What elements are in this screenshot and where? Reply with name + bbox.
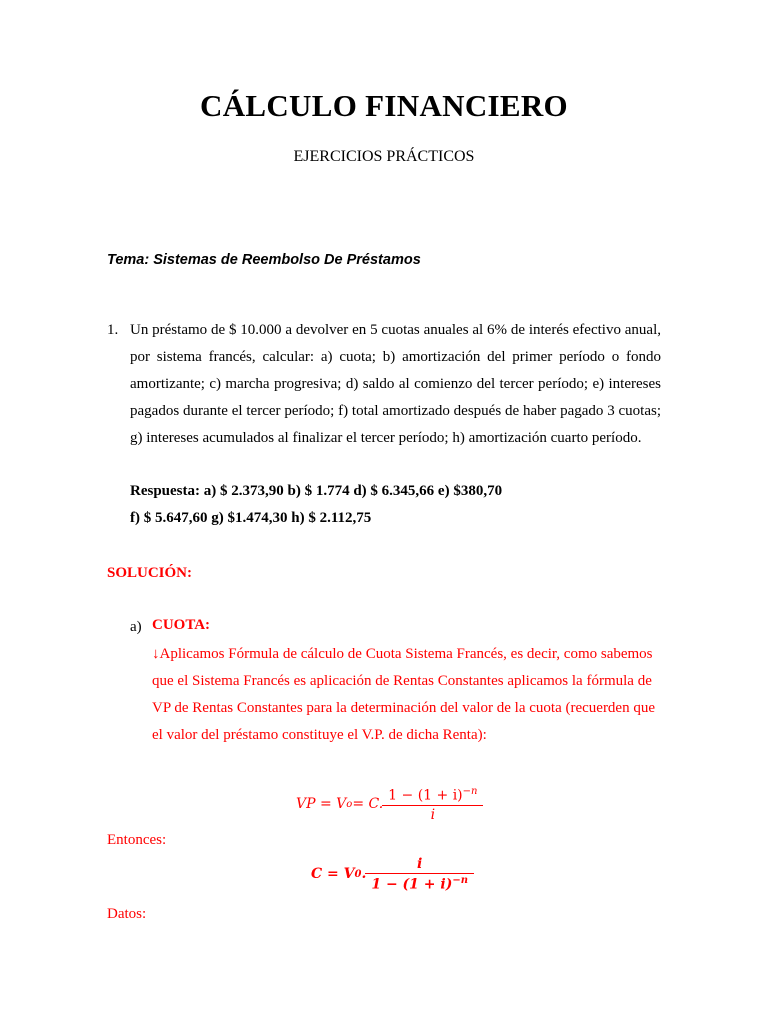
list-item-number: 1. [107,322,119,338]
formula1-numerator: 1 − (1 + i) [388,787,463,804]
formula2-subscript: 0 [354,868,362,880]
formula2-denominator: 1 − (1 + i) [371,876,453,893]
solution-heading: SOLUCIÓN: [107,565,193,581]
formula1-exponent: −n [462,786,478,797]
formula2-exponent: −n [452,875,468,886]
formula2-numerator: i [417,856,423,872]
formula2-dot: . [361,866,367,883]
entonces-label: Entonces: [107,832,167,848]
document-title: CÁLCULO FINANCIERO [200,88,568,123]
formula-quota [311,856,471,893]
answer-line-2: f) $ 5.647,60 g) $1.474,30 h) $ 2.112,75 [130,510,372,526]
formula1-subscript: o [346,798,353,810]
topic-heading: Tema: Sistemas de Reembolso De Préstamos [107,252,421,268]
formula1-denominator: i [382,805,483,823]
problem-statement: Un préstamo de $ 10.000 a devolver en 5 cuotas anuales al 6% de interés efectivo anual, por sistema francés, calcular: a) cuota; b) amortización del primer período o fondo amortizante; c) marcha progresiva; d) saldo al comienzo del tercer período; e) intereses pagados durante el tercer período; f) total amortizado después de haber pagado 3 cuotas; g) intereses acumulados al finalizar el tercer período; h) amortización cuarto período. [130,322,661,446]
document-subtitle: EJERCICIOS PRÁCTICOS [293,148,475,165]
answer-line-1: Respuesta: a) $ 2.373,90 b) $ 1.774 d) $ 6.345,66 e) $380,70 [130,483,503,499]
formula-present-value [296,786,480,823]
formula1-mid: = C. [352,796,384,813]
part-a-label: a) [130,619,142,635]
formula2-fraction [368,856,471,893]
part-a-explanation: ↓Aplicamos Fórmula de cálculo de Cuota Sistema Francés, es decir, como sabemos que el Sistema Francés es aplicación de Rentas Constantes aplicamos la fórmula de VP de Rentas Constantes para la determinación del valor de la cuota (recuerden que el valor del préstamo constituye el V.P. de dicha Renta): [152,646,655,743]
formula1-fraction [385,786,480,823]
part-a-title: CUOTA: [152,617,211,633]
formula1-lhs: VP = V [296,796,347,813]
formula2-lhs: C = V [311,866,355,883]
datos-label: Datos: [107,906,147,922]
